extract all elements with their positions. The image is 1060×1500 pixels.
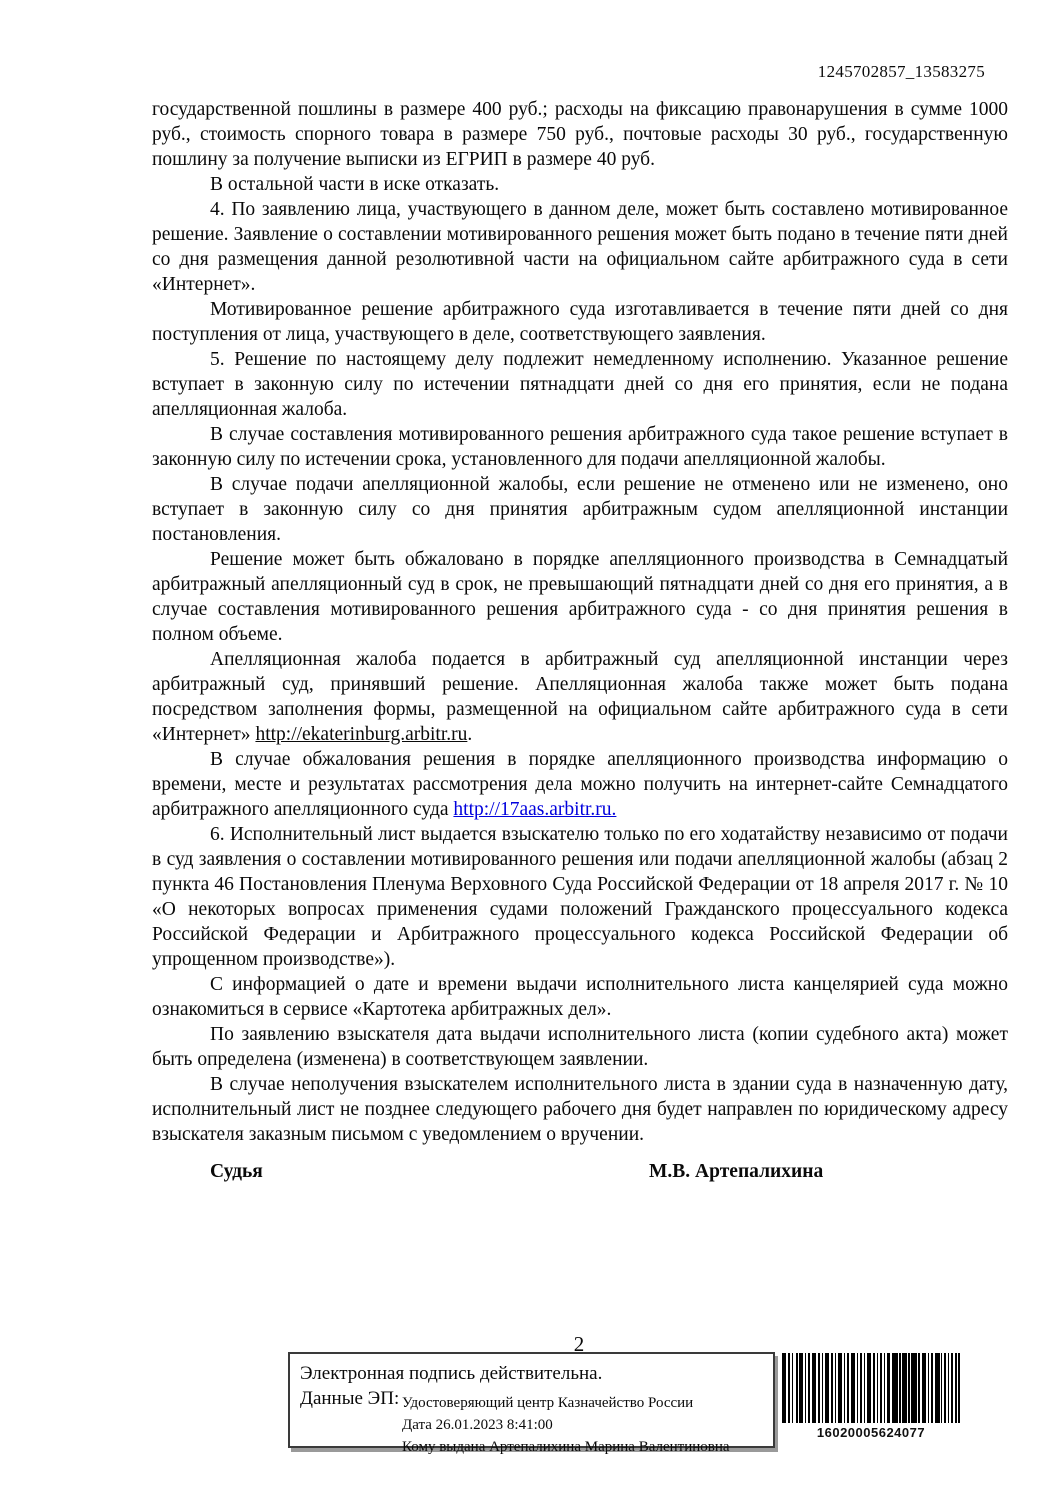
paragraph-item-6: 6. Исполнительный лист выдается взыскателю только по его ходатайству независимо от подачи в суд заявления о составлении мотивированного решения или подачи апелляционной жалобы (абзац 2 пункта 46 Постановления Пленума Верховного Суда Российской Федерации от 18 апреля 2017 г. № 10 «О некоторых вопросах применения судами положений Гражданского процессуального кодекса Российской Федерации и Арбитражного процессуального кодекса Российской Федерации об упрощенном производстве»).: [152, 824, 1008, 970]
stamp-certifying-center: Удостоверяющий центр Казначейство России: [402, 1395, 694, 1411]
paragraph-item-4: 4. По заявлению лица, участвующего в данном деле, может быть составлено мотивированное решение. Заявление о составлении мотивированного решения может быть подано в течение пяти дней со дня размещения данной резолютивной части на официальном сайте арбитражного суда в сети «Интернет».: [152, 199, 1008, 295]
paragraph-appeal-info-text: В случае обжалования решения в порядке апелляционного производства информацию о времени, месте и результатах рассмотрения дела можно получить на интернет-сайте Семнадцатого арбитражного апелляционного суда: [152, 749, 1008, 820]
paragraph-appeal-submission-period: .: [467, 724, 473, 745]
barcode-bars: [782, 1353, 960, 1423]
page-number: 2: [573, 1332, 585, 1356]
paragraph-writ-info: С информацией о дате и времени выдачи исполнительного листа канцелярией суда можно ознакомиться в сервисе «Картотека арбитражных дел».: [152, 974, 1008, 1020]
electronic-signature-stamp: [288, 1352, 775, 1455]
stamp-valid-text: Электронная подпись действительна.: [300, 1363, 603, 1384]
paragraph-appeal-filed: В случае подачи апелляционной жалобы, если решение не отменено или не изменено, оно вступает в законную силу со дня принятия арбитражным судом апелляционной инстанции постановления.: [152, 474, 1008, 545]
judge-name: М.В. Артепалихина: [649, 1161, 824, 1182]
stamp-issued-to: Кому выдана Артепалихина Марина Валентиновна: [402, 1439, 730, 1455]
link-17aas-arbitr[interactable]: http://17aas.arbitr.ru.: [453, 799, 617, 820]
signature-row: [152, 1159, 1008, 1184]
barcode-number: 16020005624077: [816, 1425, 926, 1440]
stamp-details: [402, 1388, 730, 1458]
paragraph-appeal-submission-text: Апелляционная жалоба подается в арбитражный суд апелляционной инстанции через арбитражный суд, принявший решение. Апелляционная жалоба также может быть подана посредством заполнения формы, размещенной на официальном сайте арбитражного суда в сети «Интернет»: [152, 649, 1008, 745]
stamp-data-row: [300, 1388, 763, 1458]
judge-title: Судья: [210, 1161, 263, 1182]
paragraph-writ-date: По заявлению взыскателя дата выдачи исполнительного листа (копии судебного акта) может быть определена (изменена) в соответствующем заявлении.: [152, 1024, 1008, 1070]
paragraph-motivated-decision: Мотивированное решение арбитражного суда изготавливается в течение пяти дней со дня поступления от лица, участвующего в деле, соответствующего заявления.: [152, 299, 1008, 345]
stamp-date: Дата 26.01.2023 8:41:00: [402, 1417, 553, 1433]
paragraph-costs-continuation: государственной пошлины в размере 400 руб.; расходы на фиксацию правонарушения в сумме 1000 руб., стоимость спорного товара в размере 750 руб., почтовые расходы 30 руб., государственную пошлину за получение выписки из ЕГРИП в размере 40 руб.: [152, 99, 1008, 170]
paragraph-appeal-procedure: Решение может быть обжаловано в порядке апелляционного производства в Семнадцатый арбитражный апелляционный суд в срок, не превышающий пятнадцати дней со дня его принятия, а в случае составления мотивированного решения арбитражного суда - со дня принятия решения в полном объеме.: [152, 549, 1008, 645]
paragraph-appeal-info: [152, 747, 1008, 822]
barcode: [782, 1353, 960, 1440]
stamp-data-label: Данные ЭП:: [300, 1388, 400, 1409]
document-reference: 1245702857_13583275: [817, 62, 985, 81]
paragraph-appeal-submission: [152, 647, 1008, 747]
paragraph-item-5: 5. Решение по настоящему делу подлежит немедленному исполнению. Указанное решение вступает в законную силу по истечении пятнадцати дней со дня его принятия, если не подана апелляционная жалоба.: [152, 349, 1008, 420]
link-ekaterinburg-arbitr[interactable]: http://ekaterinburg.arbitr.ru: [255, 724, 468, 745]
paragraph-entry-into-force: В случае составления мотивированного решения арбитражного суда такое решение вступает в законную силу по истечении срока, установленного для подачи апелляционной жалобы.: [152, 424, 1008, 470]
paragraph-writ-mailing: В случае неполучения взыскателем исполнительного листа в здании суда в назначенную дату, исполнительный лист не позднее следующего рабочего дня будет направлен по юридическому адресу взыскателя заказным письмом с уведомлением о вручении.: [152, 1074, 1008, 1145]
document-body: [152, 97, 1008, 1184]
paragraph-claim-denied: В остальной части в иске отказать.: [210, 174, 500, 195]
